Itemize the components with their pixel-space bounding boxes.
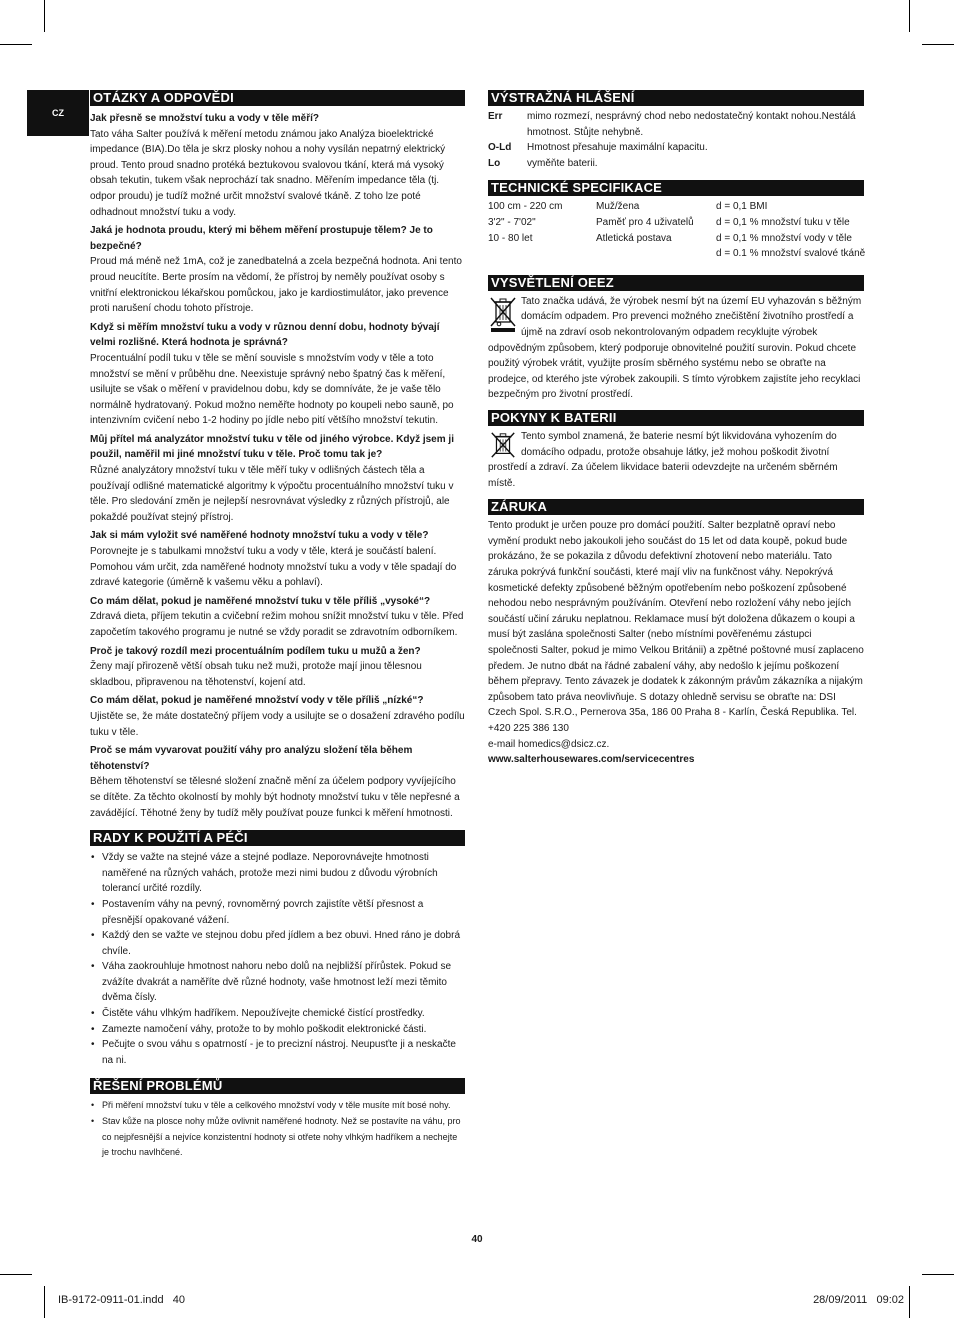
qa-question: Můj přítel má analyzátor množství tuku v těle od jiného výrobce. Když jsem ji použil, naměřil mi jiné množství tuku v těle. Proč tomu tak je? — [90, 433, 454, 461]
tip-item: • Postavením váhy na pevný, rovnoměrný povrch zajistíte větší přesnost a přesnější opakované vážení. — [90, 897, 465, 928]
spec-feature — [596, 246, 716, 262]
tip-item: • Pečujte o svou váhu s opatrností - je to precizní nástroj. Neupusťte ji a neskačte na ni. — [90, 1037, 465, 1068]
left-column — [90, 90, 465, 1161]
crop-mark — [922, 1274, 954, 1275]
battery-paragraph — [488, 429, 864, 491]
right-column — [488, 90, 864, 768]
weee-paragraph — [488, 294, 864, 403]
spec-range: 3'2" - 7'02" — [488, 216, 536, 228]
warranty-email: e-mail homedics@dsicz.cz. — [488, 738, 610, 750]
warnings-list — [488, 109, 864, 171]
qa-question: Co mám dělat, pokud je naměřené množství tuku v těle příliš „vysoké“? — [90, 595, 431, 607]
error-code-row — [488, 156, 864, 172]
crossed-bin-icon — [488, 296, 518, 332]
error-description: Hmotnost přesahuje maximální kapacitu. — [527, 142, 708, 154]
spec-range — [488, 246, 596, 262]
spec-feature: Atletická postava — [596, 232, 672, 244]
troubleshooting-item: • Při měření množství tuku v těle a celkového množství vody v těle musíte mít bosé nohy. — [90, 1098, 465, 1114]
battery-bin-icon — [488, 431, 518, 459]
spec-range: 10 - 80 let — [488, 232, 533, 244]
error-code-row — [488, 109, 864, 140]
error-code: O-Ld — [488, 142, 512, 154]
qa-question: Jaká je hodnota proudu, který mi během měření prostupuje tělem? Je to bezpečné? — [90, 225, 433, 252]
crop-mark — [909, 0, 910, 32]
service-centres-link[interactable]: www.salterhousewares.com/servicecentres — [488, 754, 695, 766]
qa-answer: Tato váha Salter používá k měření metodu známou jako Analýza bioelektrické impedance (BIA).Do těla je skrz plosky nohou a nohy vysílán nepatrný elektrický proud. Tento proud snadno protéká beztukovou svalovou tkání, která má vysoký obsah tekutin, tukem však neprochází tak snadno. Měřením impedance těla (tj. odpor proudu) je tudíž možné určit množství svalové tkáně. Z toho lze poté odhadnout množství tuku a vody. — [90, 128, 446, 218]
qa-answer: Během těhotenství se tělesné složení značně mění za účelem podpory vyvíjejícího se dítěte. Za těchto okolností by mohly být hodnoty množství tuku v těle nepřesné a zavádějící. Těhotné ženy by tudíž měly používat pouze funkci k měření hmotnosti. — [90, 776, 460, 819]
crop-mark — [0, 1274, 32, 1275]
tip-item: • Váha zaokrouhluje hmotnost nahoru nebo dolů na nejbližší přírůstek. Pokud se zvážíte dvakrát a naměříte dvě různé hodnoty, vaše hmotnost leží mezi těmito dvěma čísly. — [90, 959, 465, 1006]
crop-mark — [44, 1286, 45, 1318]
error-code: Err — [488, 111, 503, 122]
error-description: mimo rozmezí, nesprávný chod nebo nedostatečný kontakt nohou.Nestálá hmotnost. Stůjte nehybně. — [527, 111, 856, 138]
crop-mark — [44, 0, 45, 32]
footer-file-name: IB-9172-0911-01.indd 40 — [58, 1294, 185, 1306]
tips-header: RADY K POUŽITÍ A PÉČI — [90, 830, 465, 846]
qa-question: Proč je takový rozdíl mezi procentuálním podílem tuku u mužů a žen? — [90, 645, 421, 657]
weee-header: VYSVĚTLENÍ OEEZ — [488, 275, 864, 291]
spec-resolution: d = 0,1 BMI — [716, 201, 768, 213]
footer-date: 28/09/2011 09:02 — [813, 1294, 904, 1306]
qa-answer: Procentuální podíl tuku v těle se mění souvisle s množstvím vody v těle a toto množství se mění v průběhu dne. Neexistuje správný nebo špatný čas k měření, usilujte se však o měření v pravidelnou dobu, kdy se domníváte, že je vaše tělo normálně hydratovaný. Pokud možno neměřte hodnoty po koupeli nebo sauně, po intenzivním cvičení nebo 1-2 hodiny po jídle nebo pití většího množství tekutin. — [90, 352, 454, 427]
error-code: Lo — [488, 157, 501, 169]
warranty-text: Tento produkt je určen pouze pro domácí použití. Salter bezplatně opraví nebo vymění produkt nebo jakoukoli jeho součást do 15 let od data koupě, pokud bude prokázáno, že se pokazila z důvodu defektivní zhotovení nebo materiálu. Tato záruka pokrývá funkční součásti, které mají vliv na funkčnost váhy. Nepokrývá kosmetické defekty způsobené běžným opotřebením nebo poškození způsobené nehodou nebo nesprávným používáním. Otevření nebo rozložení váhy nebo jejích součástí učiní záruku neplatnou. Reklamace musí být doložena důkazem o koupi a musí být zaslána společnosti Salter (nebo místními pověřenému zástupci společnosti Salter, pokud je mimo Velkou Británii) a zpětné poštovné musí zaplaceno předem. Je nutno dbát na řádné zabalení váhy, aby nedošlo k jejímu poškození během přepravy. Tento závazek je dodatek k zákonným právům zákazníka a nijakým způsobem tato práva neovlivňuje. S dotazy ohledně servisu se obraťte na: DSI Czech Spol. S.R.O., Pernerova 35a, 186 00 Praha 8 - Karlín, Česká Republika. Tel. +420 225 386 130 — [488, 520, 864, 734]
tip-item: • Vždy se važte na stejné váze a stejné podlaze. Neporovnávejte hmotnosti naměřené na různých vahách, protože mezi nimi budou z důvodu výrobních tolerancí určité rozdíly. — [90, 850, 465, 897]
qa-question: Jak přesně se množství tuku a vody v těle měří? — [90, 113, 319, 124]
qa-question: Když si měřím množství tuku a vody v různou denní dobu, hodnoty bývají velmi rozlišné. Která hodnota je správná? — [90, 321, 440, 349]
troubleshooting-header: ŘEŠENÍ PROBLÉMŮ — [90, 1078, 465, 1094]
battery-header: POKYNY K BATERII — [488, 410, 864, 426]
qa-question: Co mám dělat, pokud je naměřené množství vody v těle příliš „nízké“? — [90, 695, 424, 707]
spec-resolution: d = 0.1 % množství svalové tkáně — [716, 248, 866, 260]
qa-answer: Porovnejte je s tabulkami množství tuku a vody v těle, která je součástí balení. Pomohou vám určit, zda naměřené hodnoty množství tuku a vody v těle spadají do zdravé kategorie (úměrně k vašemu věku a pohlaví). — [90, 546, 457, 589]
qa-answer: Ujistěte se, že máte dostatečný příjem vody a usilujte se o dosažení zdravého podílu tuku v těle. — [90, 710, 465, 738]
tip-item: • Čistěte váhu vlhkým hadříkem. Nepoužívejte chemické čistící prostředky. — [90, 1006, 465, 1022]
troubleshooting-item: • Stav kůže na plosce nohy může ovlivnit naměřené hodnoty. Než se postavíte na váhu, pro co nejpřesnější a nejvíce konzistentní hodnoty si otřete nohy vlhkým hadříkem a nechejte je trochu navlhčené. — [90, 1114, 465, 1161]
spec-range: 100 cm - 220 cm — [488, 201, 563, 213]
error-code-row — [488, 140, 864, 156]
troubleshooting-list — [90, 1098, 465, 1160]
tips-list — [90, 850, 465, 1068]
tip-item: • Každý den se važte ve stejnou dobu před jídlem a bez obuvi. Hned ráno je dobrá chvíle. — [90, 928, 465, 959]
qa-header: OTÁZKY A ODPOVĚDI — [90, 90, 465, 106]
spec-resolution: d = 0,1 % množství tuku v těle — [716, 216, 850, 228]
qa-answer: Různé analyzátory množství tuku v těle měří tuky v odlišných částech těla a používají odlišné matematické algoritmy k výpočtu procentuálního množství tuku v těle. Pro sledování změn je nejlepší nesrovnávat výsledky z různých přístrojů, ale pokaždé používat stejný přístroj. — [90, 465, 454, 523]
crop-mark — [0, 44, 32, 45]
page-number: 40 — [471, 1234, 483, 1245]
qa-answer: Zdravá dieta, příjem tekutin a cvičební režim mohou snížit množství tuku v těle. Před započetím takového programu je nutné se vždy poradit se zdravotním odborníkem. — [90, 611, 464, 638]
warnings-header: VÝSTRAŽNÁ HLÁŠENÍ — [488, 90, 864, 106]
specs-header: TECHNICKÉ SPECIFIKACE — [488, 180, 864, 196]
language-tab: CZ — [27, 90, 89, 136]
spec-feature: Muž/žena — [596, 201, 640, 213]
tip-item: • Zamezte namočení váhy, protože to by mohlo poškodit elektronické části. — [90, 1022, 465, 1038]
qa-question: Proč se mám vyvarovat použití váhy pro analýzu složení těla během těhotenství? — [90, 745, 413, 772]
battery-text: Tento symbol znamená, že baterie nesmí být likvidována vyhozením do domácího odpadu, protože obsahuje látky, jež mohou poškodit životní prostředí a zdraví. Za účelem likvidace baterii odevzdejte na určeném sběrném místě. — [488, 430, 838, 489]
specs-table — [488, 199, 864, 261]
weee-text: Tato značka udává, že výrobek nesmí být na území EU vyhazován s běžným domácím odpadem. Pro prevenci možného znečištění životního prostředí a újmě na zdraví osob nekontrolovaným odpadem recyklujte výrobek odpovědným způsobem, který podporuje obnovitelné použití surovin. Pokud chcete použitý výrobek vrátit, využijte prosím sběrného systému nebo se obraťte na prodejce, od kterého jste výrobek zakoupili. S tímto výrobkem zajistíte jeho recyklaci bezpečným pro životní prostředí. — [488, 295, 862, 401]
qa-list — [90, 111, 465, 821]
warranty-header: ZÁRUKA — [488, 499, 864, 515]
crop-mark — [909, 1286, 910, 1318]
spec-resolution: d = 0,1 % množství vody v těle — [716, 232, 852, 244]
qa-question: Jak si mám vyložit své naměřené hodnoty množství tuku a vody v těle? — [90, 530, 429, 542]
spec-feature: Paměť pro 4 uživatelů — [596, 216, 694, 228]
crop-mark — [922, 44, 954, 45]
qa-answer: Proud má méně než 1mA, což je zanedbatelná a zcela bezpečná hodnota. Ani tento proud neucítíte. Berte prosím na vědomí, že přístroj by neměly používat osoby s vnitřní elektronickou lékařskou pomůckou, jako je kardiostimulátor, jako prevence proti narušení chodu tohoto přístroje. — [90, 256, 462, 315]
qa-answer: Ženy mají přirozeně větší obsah tuku než muži, protože mají jinou tělesnou skladbou, připravenou na těhotenství, kojení atd. — [90, 661, 422, 688]
error-description: vyměňte baterii. — [527, 157, 598, 169]
